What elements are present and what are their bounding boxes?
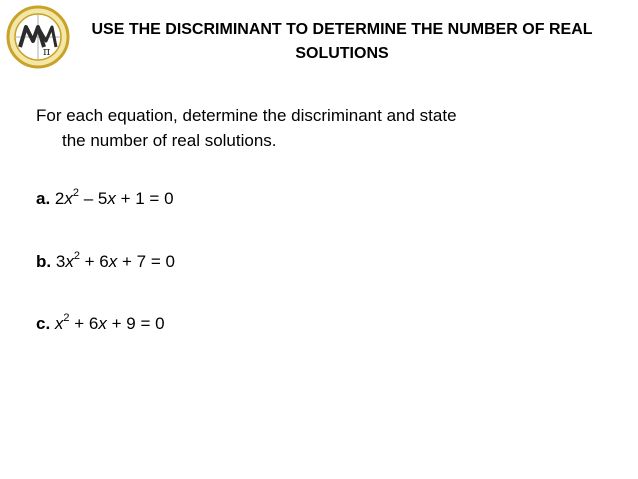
problem-variable: x [54, 314, 64, 333]
problem-a [36, 188, 174, 210]
logo-pi-symbol: π [43, 45, 51, 58]
problem-exponent: 2 [63, 312, 70, 325]
problem-letter: c. [36, 314, 51, 333]
page-title [62, 18, 622, 66]
problem-rest: + 9 = 0 [106, 314, 165, 333]
problem-letter: a. [36, 189, 51, 208]
instructions [36, 103, 576, 153]
problem-variable: x [107, 189, 116, 208]
problem-b [36, 251, 175, 273]
logo-seal-icon [6, 5, 70, 69]
problem-letter: b. [36, 252, 52, 271]
problem-rest: + 1 = 0 [115, 189, 174, 208]
problem-rest: + 7 = 0 [117, 252, 175, 271]
problem-exponent: 2 [73, 250, 80, 263]
problem-variable: x [98, 314, 107, 333]
problem-variable: x [108, 252, 118, 271]
problem-c [36, 313, 165, 335]
problem-middle-term: – 5 [79, 189, 108, 208]
problem-middle-term: + 6 [69, 314, 99, 333]
problem-middle-term: + 6 [79, 252, 109, 271]
instructions-line-1: For each equation, determine the discriminant and state [36, 106, 457, 125]
problem-variable: x [65, 252, 74, 271]
problem-variable: x [64, 189, 73, 208]
title-line-2: SOLUTIONS [295, 45, 389, 62]
school-logo [6, 5, 70, 69]
instructions-line-2: the number of real solutions. [62, 131, 277, 150]
title-line-1: USE THE DISCRIMINANT TO DETERMINE THE NUMBER OF REAL [91, 21, 593, 38]
problem-coefficient: 2 [54, 189, 65, 208]
problem-coefficient: 3 [55, 252, 66, 271]
problem-exponent: 2 [72, 187, 80, 200]
